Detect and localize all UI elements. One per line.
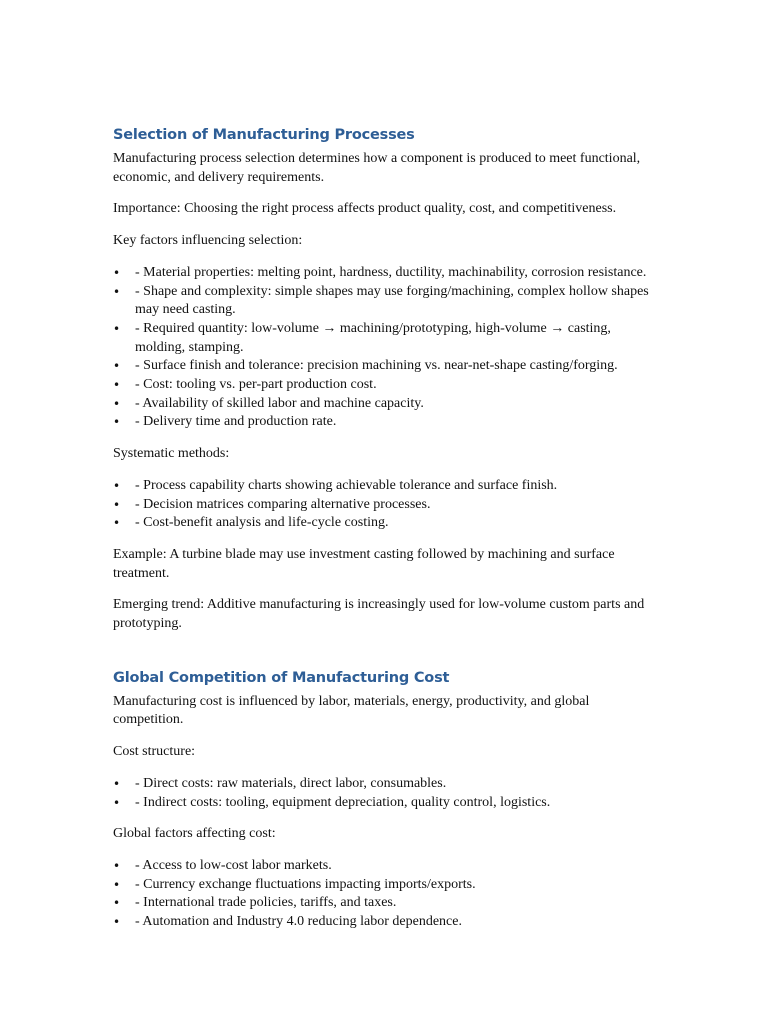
list-item: • - Required quantity: low-volume → machining/prototyping, high-volume → casting, molding, stamping. <box>113 320 611 355</box>
paragraph-importance: Importance: Choosing the right process affects product quality, cost, and competitiveness. <box>113 201 617 217</box>
list-item: • - Currency exchange fluctuations impacting imports/exports. <box>113 876 653 895</box>
paragraph-global-factors-label: Global factors affecting cost: <box>113 826 276 842</box>
bullet-icon: • <box>113 396 121 411</box>
bullet-icon: • <box>113 378 121 393</box>
list-item: • - Cost: tooling vs. per-part production cost. <box>113 376 653 395</box>
paragraph-methods-label: Systematic methods: <box>113 446 230 462</box>
list-item: • - Material properties: melting point, hardness, ductility, machinability, corrosion resistance. <box>113 264 653 283</box>
cost-structure-list <box>113 775 653 812</box>
list-item: • - Cost-benefit analysis and life-cycle costing. <box>113 514 653 533</box>
list-item: • - Indirect costs: tooling, equipment depreciation, quality control, logistics. <box>113 794 653 813</box>
list-item: • - Process capability charts showing achievable tolerance and surface finish. <box>113 477 653 496</box>
list-item: • - International trade policies, tariffs, and taxes. <box>113 894 653 913</box>
bullet-icon: • <box>113 776 121 791</box>
list-item: • - Direct costs: raw materials, direct labor, consumables. <box>113 775 653 794</box>
systematic-methods-list <box>113 477 653 533</box>
bullet-icon: • <box>113 858 121 873</box>
paragraph-cost-intro: Manufacturing cost is influenced by labor, materials, energy, productivity, and global competition. <box>113 693 590 728</box>
bullet-icon: • <box>113 478 121 493</box>
section-heading-selection: Selection of Manufacturing Processes <box>113 127 415 143</box>
key-factors-list <box>113 264 653 432</box>
bullet-icon: • <box>113 915 121 930</box>
list-item: • - Availability of skilled labor and machine capacity. <box>113 395 653 414</box>
list-item: • - Decision matrices comparing alternative processes. <box>113 496 653 515</box>
list-item: • - Shape and complexity: simple shapes may use forging/machining, complex hollow shapes may need casting. <box>113 283 649 318</box>
global-factors-list <box>113 857 653 932</box>
section-spacer <box>113 647 653 667</box>
document-page <box>113 124 653 945</box>
list-item: • - Delivery time and production rate. <box>113 413 653 432</box>
bullet-icon: • <box>113 284 121 299</box>
paragraph-factors-label: Key factors influencing selection: <box>113 233 303 249</box>
bullet-icon: • <box>113 359 121 374</box>
bullet-icon: • <box>113 265 121 280</box>
bullet-icon: • <box>113 516 121 531</box>
list-item: • - Automation and Industry 4.0 reducing labor dependence. <box>113 913 653 932</box>
section-heading-global-cost: Global Competition of Manufacturing Cost <box>113 669 450 686</box>
list-item: • - Access to low-cost labor markets. <box>113 857 653 876</box>
paragraph-trend: Emerging trend: Additive manufacturing is increasingly used for low-volume custom parts and prototyping. <box>113 597 645 632</box>
bullet-icon: • <box>113 896 121 911</box>
bullet-icon: • <box>113 497 121 512</box>
list-item: • - Surface finish and tolerance: precision machining vs. near-net-shape casting/forging. <box>113 357 653 376</box>
bullet-icon: • <box>113 321 121 336</box>
bullet-icon: • <box>113 795 121 810</box>
paragraph-intro: Manufacturing process selection determines how a component is produced to meet functional, economic, and delivery requirements. <box>113 151 641 185</box>
paragraph-example: Example: A turbine blade may use investment casting followed by machining and surface treatment. <box>113 546 615 581</box>
bullet-icon: • <box>113 415 121 430</box>
paragraph-structure-label: Cost structure: <box>113 744 196 760</box>
bullet-icon: • <box>113 877 121 892</box>
